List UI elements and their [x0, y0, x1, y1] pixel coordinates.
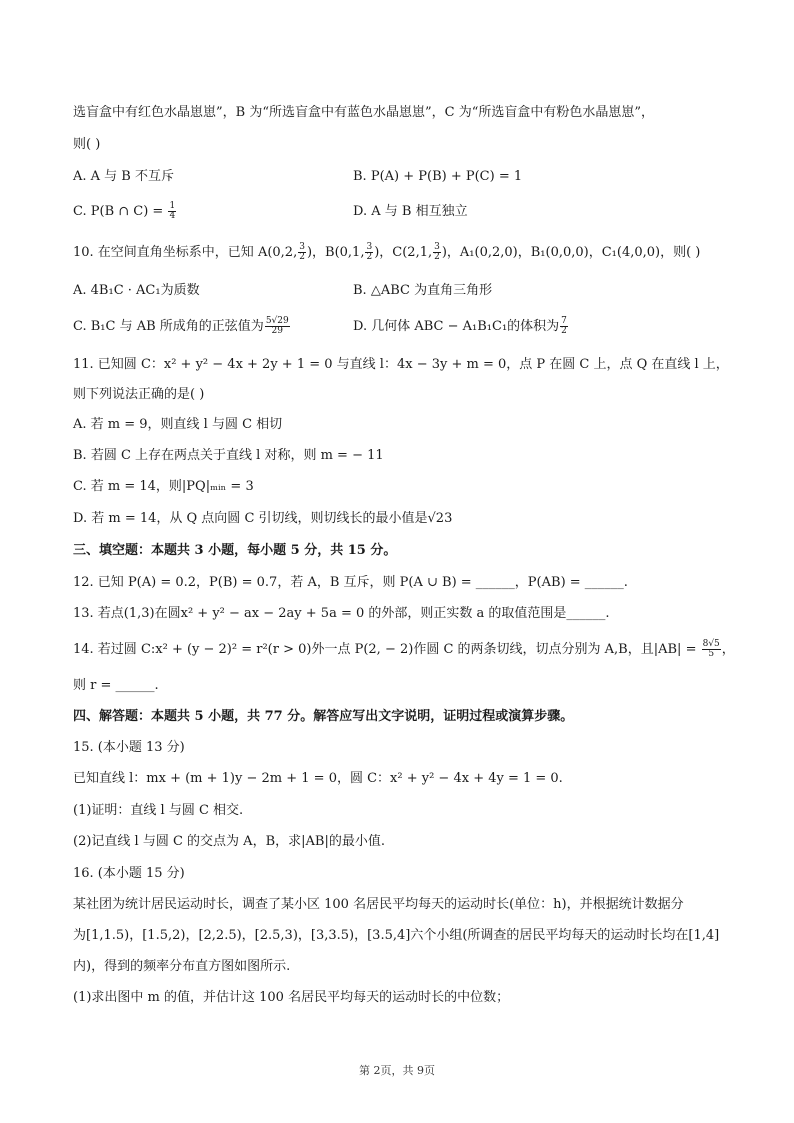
q10-stem: [73, 243, 700, 263]
q9-option-c: [73, 202, 177, 222]
fraction: [433, 243, 441, 262]
fraction-denominator: 2: [434, 252, 440, 262]
q10-option-c: [73, 317, 291, 337]
q12: 12. 已知 P(A) = 0.2，P(B) = 0.7，若 A，B 互斥，则 P(A ∪ B) = ______，P(AB) = ______.: [73, 575, 628, 590]
fraction: [560, 317, 568, 336]
q10-stem-part: 10. 在空间直角坐标系中，已知 A(0,2,: [73, 245, 298, 260]
fraction-numerator: 7: [561, 316, 567, 326]
q11-option-d: D. 若 m = 14，从 Q 点向圆 C 引切线，则切线长的最小值是√23: [73, 511, 453, 526]
q11-option-a: A. 若 m = 9，则直线 l 与圆 C 相切: [73, 417, 283, 432]
q15-part2: (2)记直线 l 与圆 C 的交点为 A，B，求|AB|的最小值.: [73, 834, 385, 849]
q9-option-c-text: C. P(B ∩ C) =: [73, 204, 168, 219]
q11-option-c: C. 若 m = 14，则|PQ|ₘᵢₙ = 3: [73, 479, 254, 494]
fraction-numerator: 3: [299, 242, 305, 252]
fraction-denominator: 2: [561, 326, 567, 336]
q9-stem-line2: 则( ): [73, 137, 101, 152]
section-4-heading: 四、解答题：本题共 5 小题，共 77 分。解答应写出文字说明，证明过程或演算步骤。: [73, 709, 574, 724]
fraction-denominator: 5: [708, 649, 715, 659]
fraction: [265, 317, 290, 336]
fraction: [168, 202, 176, 221]
fraction: [298, 243, 306, 262]
q10-option-d: [353, 317, 569, 337]
q14-line1: [73, 640, 735, 660]
q15-stem: 已知直线 l：mx + (m + 1)y − 2m + 1 = 0，圆 C：x² + y² − 4x + 4y = 1 = 0.: [73, 771, 563, 786]
fraction-numerator: 8√5: [702, 639, 720, 649]
q13: 13. 若点(1,3)在圆x² + y² − ax − 2ay + 5a = 0 的外部，则正实数 a 的取值范围是______.: [73, 606, 610, 621]
q10-option-b: B. △ABC 为直角三角形: [353, 283, 493, 298]
q16-part1: (1)求出图中 m 的值，并估计这 100 名居民平均每天的运动时长的中位数；: [73, 990, 510, 1005]
fraction-denominator: 2: [366, 252, 373, 262]
fraction: [365, 243, 373, 262]
q10-option-d-text: D. 几何体 ABC − A₁B₁C₁的体积为: [353, 319, 560, 334]
q9-option-d: D. A 与 B 相互独立: [353, 204, 468, 219]
fraction-denominator: 29: [271, 326, 283, 336]
fraction-denominator: 2: [299, 252, 305, 262]
q16-stem-line2: 为[1,1.5)，[1.5,2)，[2,2.5)，[2.5,3)，[3,3.5)，[3.5,4]六个小组(所调查的居民平均每天的运动时长均在[1,4]: [73, 928, 720, 943]
q14-stem: 14. 若过圆 C:x² + (y − 2)² = r²(r > 0)外一点 P(2, − 2)作圆 C 的两条切线，切点分别为 A,B，且|AB| =: [73, 642, 701, 657]
q16-head: 16. (本小题 15 分): [73, 866, 185, 881]
fraction: [702, 640, 721, 659]
q9-option-b: B. P(A) + P(B) + P(C) = 1: [353, 169, 523, 184]
q10-stem-part: )，C(2,1,: [374, 245, 433, 260]
q15-part1: (1)证明：直线 l 与圆 C 相交.: [73, 803, 244, 818]
fraction-numerator: 3: [434, 242, 440, 252]
page-footer: 第 2页，共 9页: [359, 1064, 435, 1077]
section-3-heading: 三、填空题：本题共 3 小题，每小题 5 分，共 15 分。: [73, 543, 397, 558]
q10-stem-part: )，A₁(0,2,0)，B₁(0,0,0)，C₁(4,0,0)，则( ): [441, 245, 701, 260]
q11-stem-line2: 则下列说法正确的是( ): [73, 387, 205, 402]
q10-option-a: A. 4B₁C · AC₁为质数: [73, 283, 200, 298]
q11-stem-line1: 11. 已知圆 C：x² + y² − 4x + 2y + 1 = 0 与直线 l：4x − 3y + m = 0，点 P 在圆 C 上，点 Q 在直线 l 上，: [73, 357, 729, 372]
q9-stem-line1: 选盲盒中有红色水晶崽崽”，B 为“所选盲盒中有蓝色水晶崽崽”，C 为“所选盲盒中有粉色水晶崽崽”，: [73, 105, 654, 120]
fraction-numerator: 3: [366, 242, 373, 252]
q16-stem-line1: 某社团为统计居民运动时长，调查了某小区 100 名居民平均每天的运动时长(单位：h)，并根据统计数据分: [73, 897, 684, 912]
q14-tail: ，: [721, 642, 735, 657]
fraction-denominator: 4: [169, 211, 176, 221]
fraction-numerator: 1: [169, 201, 176, 211]
fraction-numerator: 5√29: [265, 316, 289, 326]
q15-head: 15. (本小题 13 分): [73, 740, 185, 755]
q9-option-a: A. A 与 B 不互斥: [73, 169, 174, 184]
q10-stem-part: )，B(0,1,: [306, 245, 365, 260]
q11-option-b: B. 若圆 C 上存在两点关于直线 l 对称，则 m = − 11: [73, 448, 384, 463]
q10-option-c-text: C. B₁C 与 AB 所成角的正弦值为: [73, 319, 264, 334]
q16-stem-line3: 内)，得到的频率分布直方图如图所示.: [73, 959, 291, 974]
q14-line2: 则 r = ______.: [73, 678, 159, 693]
